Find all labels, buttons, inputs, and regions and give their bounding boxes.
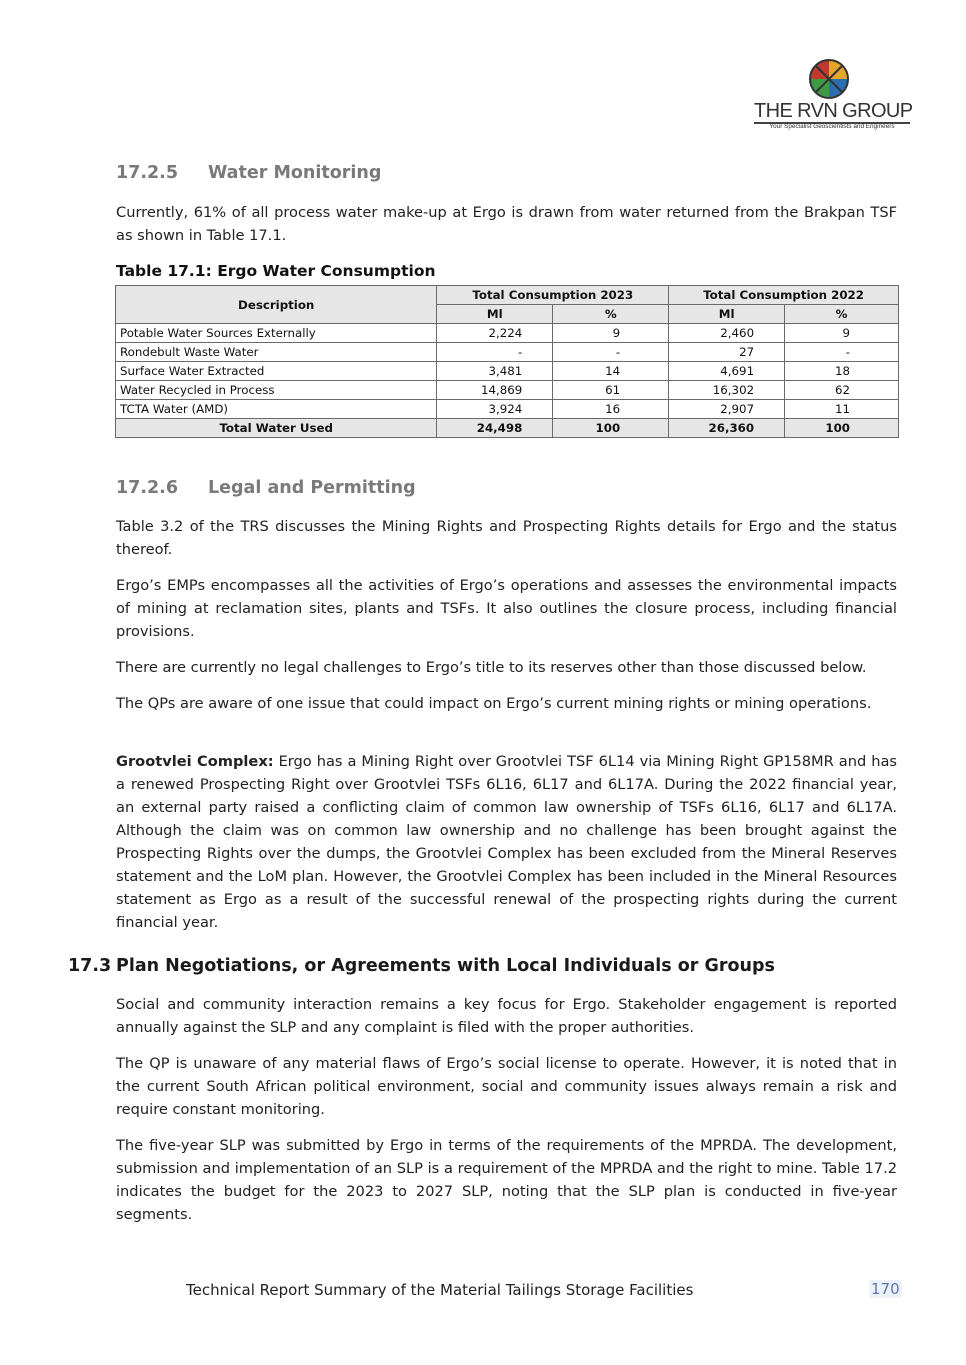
heading-water-monitoring <box>116 163 381 183</box>
table-total-row <box>116 419 899 438</box>
row-ml-2022: 2,907 <box>669 400 785 419</box>
row-ml-2023: - <box>437 343 553 362</box>
paragraph-legal-challenges: There are currently no legal challenges to Ergo’s title to its reserves other than those discussed below. <box>116 659 867 676</box>
row-pct-2022: 18 <box>785 362 899 381</box>
header-ml-2022: Ml <box>669 305 785 324</box>
total-pct-2023: 100 <box>553 419 669 438</box>
section-number: 17.3 <box>68 956 112 976</box>
paragraph-water-intro: Currently, 61% of all process water make-up at Ergo is drawn from water returned from the Brakpan TSF as shown in Table 17.1. <box>116 204 897 244</box>
header-group-2022: Total Consumption 2022 <box>669 286 899 305</box>
row-description: Water Recycled in Process <box>116 381 437 400</box>
total-pct-2022: 100 <box>785 419 899 438</box>
header-description: Description <box>116 286 437 324</box>
row-ml-2022: 2,460 <box>669 324 785 343</box>
section-title: Plan Negotiations, or Agreements with Local Individuals or Groups <box>116 956 775 976</box>
table-row <box>116 381 899 400</box>
row-ml-2023: 14,869 <box>437 381 553 400</box>
footer-title: Technical Report Summary of the Material Tailings Storage Facilities <box>186 1281 694 1299</box>
section-number: 17.2.6 <box>116 478 179 498</box>
paragraph-grootvlei <box>116 750 897 934</box>
row-pct-2022: 62 <box>785 381 899 400</box>
water-consumption-table <box>115 285 899 438</box>
header-group-2023: Total Consumption 2023 <box>437 286 669 305</box>
section-title: Water Monitoring <box>208 163 382 183</box>
table-row <box>116 362 899 381</box>
table-row <box>116 324 899 343</box>
paragraph-trs-rights: Table 3.2 of the TRS discusses the Mining Rights and Prospecting Rights details for Ergo and the status thereof. <box>116 518 897 558</box>
logo-name: THE RVN GROUP <box>754 100 913 122</box>
row-pct-2023: 61 <box>553 381 669 400</box>
row-ml-2022: 16,302 <box>669 381 785 400</box>
header-pct-2023: % <box>553 305 669 324</box>
row-ml-2022: 27 <box>669 343 785 362</box>
logo-wheel-icon <box>808 58 850 100</box>
row-ml-2022: 4,691 <box>669 362 785 381</box>
table-caption: Table 17.1: Ergo Water Consumption <box>116 262 436 280</box>
total-description: Total Water Used <box>116 419 437 438</box>
row-pct-2023: 14 <box>553 362 669 381</box>
row-ml-2023: 3,924 <box>437 400 553 419</box>
row-ml-2023: 3,481 <box>437 362 553 381</box>
row-description: TCTA Water (AMD) <box>116 400 437 419</box>
row-pct-2023: 16 <box>553 400 669 419</box>
header-ml-2023: Ml <box>437 305 553 324</box>
page-number: 170 <box>871 1280 900 1298</box>
section-title: Legal and Permitting <box>208 478 416 498</box>
table-row <box>116 400 899 419</box>
section-number: 17.2.5 <box>116 163 179 183</box>
paragraph-social: Social and community interaction remains a key focus for Ergo. Stakeholder engagement is reported annually against the SLP and any complaint is filed with the proper authorities. <box>116 996 897 1036</box>
row-pct-2023: 9 <box>553 324 669 343</box>
row-pct-2023: - <box>553 343 669 362</box>
row-pct-2022: 11 <box>785 400 899 419</box>
paragraph-slp: The five-year SLP was submitted by Ergo in terms of the requirements of the MPRDA. The development, submission and implementation of an SLP is a requirement of the MPRDA and the right to mine. Table 17.2 indicates the budget for the 2023 to 2027 SLP, noting that the SLP plan is conducted in five-year segments. <box>116 1137 897 1223</box>
grootvlei-text: Ergo has a Mining Right over Grootvlei TSF 6L14 via Mining Right GP158MR and has a renewed Prospecting Right over Grootvlei TSFs 6L16, 6L17 and 6L17A. During the 2022 financial year, an external party raised a conflicting claim of common law ownership of TSFs 6L16, 6L17 and 6L17A. Although the claim was on common law ownership and no challenge has been brought against the Prospecting Rights over the dumps, the Grootvlei Complex has been excluded from the Mineral Reserves statement and the LoM plan. However, the Grootvlei Complex has been included in the Mineral Resources statement as Ergo as a result of the successful renewal of the prospecting rights during the current financial year. <box>116 753 897 931</box>
table-row <box>116 343 899 362</box>
logo-tagline: Your Specialist Geoscientists and Engineers <box>769 123 895 130</box>
paragraph-social-license: The QP is unaware of any material flaws of Ergo’s social license to operate. However, it is noted that in the current South African political environment, social and community issues always remain a risk and require constant monitoring. <box>116 1055 897 1118</box>
heading-legal-permitting <box>116 478 416 498</box>
row-description: Rondebult Waste Water <box>116 343 437 362</box>
paragraph-qps-issue: The QPs are aware of one issue that could impact on Ergo’s current mining rights or mining operations. <box>116 695 872 712</box>
paragraph-emps: Ergo’s EMPs encompasses all the activities of Ergo’s operations and assesses the environmental impacts of mining at reclamation sites, plants and TSFs. It also outlines the closure process, including financial provisions. <box>116 577 897 640</box>
grootvlei-label: Grootvlei Complex: <box>116 753 274 770</box>
row-ml-2023: 2,224 <box>437 324 553 343</box>
rvn-group-logo <box>752 58 912 134</box>
row-description: Potable Water Sources Externally <box>116 324 437 343</box>
total-ml-2023: 24,498 <box>437 419 553 438</box>
row-pct-2022: 9 <box>785 324 899 343</box>
total-ml-2022: 26,360 <box>669 419 785 438</box>
header-pct-2022: % <box>785 305 899 324</box>
row-description: Surface Water Extracted <box>116 362 437 381</box>
heading-plan-negotiations <box>68 956 775 976</box>
row-pct-2022: - <box>785 343 899 362</box>
